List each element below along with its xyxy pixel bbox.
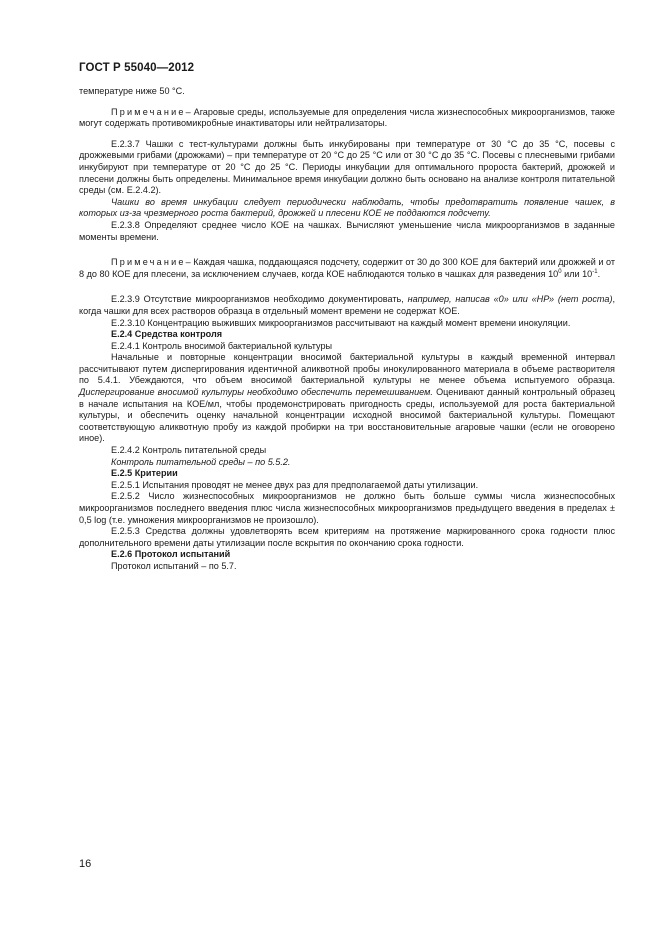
paragraph-e237-italic xyxy=(79,197,615,220)
heading-e24: Е.2.4 Средства контроля xyxy=(111,329,223,340)
paragraph-e237: Е.2.3.7 Чашки с тест-культурами должны быть инкубированы при температуре от 30 °С до 35 °С, посевы с дрожжевыми грибами (дрожжами) – при температуре от 20 °С до 25 °С или от 30 °С до 35 °С. Посевы с плесневыми грибами инкубируют при температуре от 20 °С до 25 °С. Периоды инкубации для оптимального пророста бактерий, дрожжей и плесени должны быть определены. Минимальное время инкубации должно быть основано на анализе контроля питательной среды (см. Е.2.4.2). xyxy=(79,138,615,196)
note-1 xyxy=(79,107,615,130)
paragraph-e253: Е.2.5.3 Средства должны удовлетворять всем критериям на протяжение маркированного срока годности плюс дополнительного времени даты утилизации после вскрытия по окончанию срока годности. xyxy=(79,526,615,548)
note-text: – Агаровые среды, используемые для определения числа жизнеспособных микроорганизмов, также могут содержать противомикробные инактиваторы или нейтрализаторы. xyxy=(79,106,615,129)
paragraph-e241: Е.2.4.1 Контроль вносимой бактериальной культуры xyxy=(111,340,333,351)
superscript: 0 xyxy=(558,268,562,275)
text-run: Начальные и повторные концентрации вносимой бактериальной культуры в каждый временной интервал рассчитывают путем диспергирования идентичной аликвотной пробы инокулированного материала в объеме растворителя по 5.4.1. Убеждаются, что объем вносимой бактериальной культуры не менее объема испытуемого образца. xyxy=(79,352,615,386)
italic-text: Чашки во время инкубации следует периодически наблюдать, чтобы предотвратить появление чашек, в которых из-за чрезмерного роста бактерий, дрожжей и плесени КОЕ не поддаются подсчету. xyxy=(79,196,615,219)
paragraph-e2310: Е.2.3.10 Концентрацию выживших микроорганизмов рассчитывают на каждый момент времени инокуляции. xyxy=(111,317,571,328)
note-label: Примечание xyxy=(111,257,186,268)
text-run: , когда чашки для всех растворов образца в отдельный момент времени не содержат КОЕ. xyxy=(79,294,616,316)
document-body xyxy=(79,86,615,573)
paragraph-continuation: температуре ниже 50 °С. xyxy=(79,86,185,96)
paragraph-e251: Е.2.5.1 Испытания проводят не менее двух раз для предполагаемой даты утилизации. xyxy=(111,479,479,490)
italic-text: Диспергирование вносимой культуры необходимо обеспечить перемешиванием. xyxy=(79,387,433,398)
paragraph-e238: Е.2.3.8 Определяют среднее число КОЕ на чашках. Вычисляют уменьшение числа микроорганизмов в заданные моменты времени. xyxy=(79,219,615,242)
paragraph-e26: Протокол испытаний – по 5.7. xyxy=(111,560,237,571)
note-label: Примечание xyxy=(111,106,186,117)
paragraph-e239 xyxy=(79,294,615,317)
italic-text: Контроль питательной среды – по 5.5.2. xyxy=(111,456,291,467)
paragraph-e242-italic xyxy=(79,457,615,469)
note-text: или 10 xyxy=(561,268,593,279)
paragraph-e241-body xyxy=(79,352,615,445)
heading-e26: Е.2.6 Протокол испытаний xyxy=(111,549,231,560)
note-2 xyxy=(79,257,615,280)
paragraph-e242: Е.2.4.2 Контроль питательной среды xyxy=(111,445,267,456)
superscript: -1 xyxy=(592,268,598,275)
note-text: . xyxy=(597,268,601,279)
heading-e25: Е.2.5 Критерии xyxy=(111,468,178,479)
italic-text: например, написав «0» или «НР» (нет роста) xyxy=(407,294,613,305)
paragraph-e252: Е.2.5.2 Число жизнеспособных микроорганизмов не должно быть больше суммы числа жизнеспособных микроорганизмов последнего введения плюс числа жизнеспособных микроорганизмов предыдущего введения в пределах ± 0,5 log (т.е. умножения микроорганизмов не произошло). xyxy=(79,491,615,525)
note-text: – Каждая чашка, поддающаяся подсчету, содержит от 30 до 300 КОЕ для бактерий или дрожжей и от 8 до 80 КОЕ для плесени, за исключением случаев, когда КОЕ наблюдаются только в чашках для разведения 10 xyxy=(79,257,615,279)
text-run: Оценивают данный контрольный образец в начале испытания на КОЕ/мл, чтобы продемонстрировать пригодность среды, используемой для роста бактериальной культуры, и обеспечить оценку начальной концентрации исходной вносимой бактериальной культуры. Помещают соответствующую аликвотную пробу из каждой пробирки на три восстановительные агаровые чашки (если не оговорено иное). xyxy=(79,387,616,444)
text-run: Е.2.3.9 Отсутствие микроорганизмов необходимо документировать, xyxy=(111,294,408,305)
page-number: 16 xyxy=(79,858,92,870)
standard-header: ГОСТ Р 55040—2012 xyxy=(79,62,195,74)
